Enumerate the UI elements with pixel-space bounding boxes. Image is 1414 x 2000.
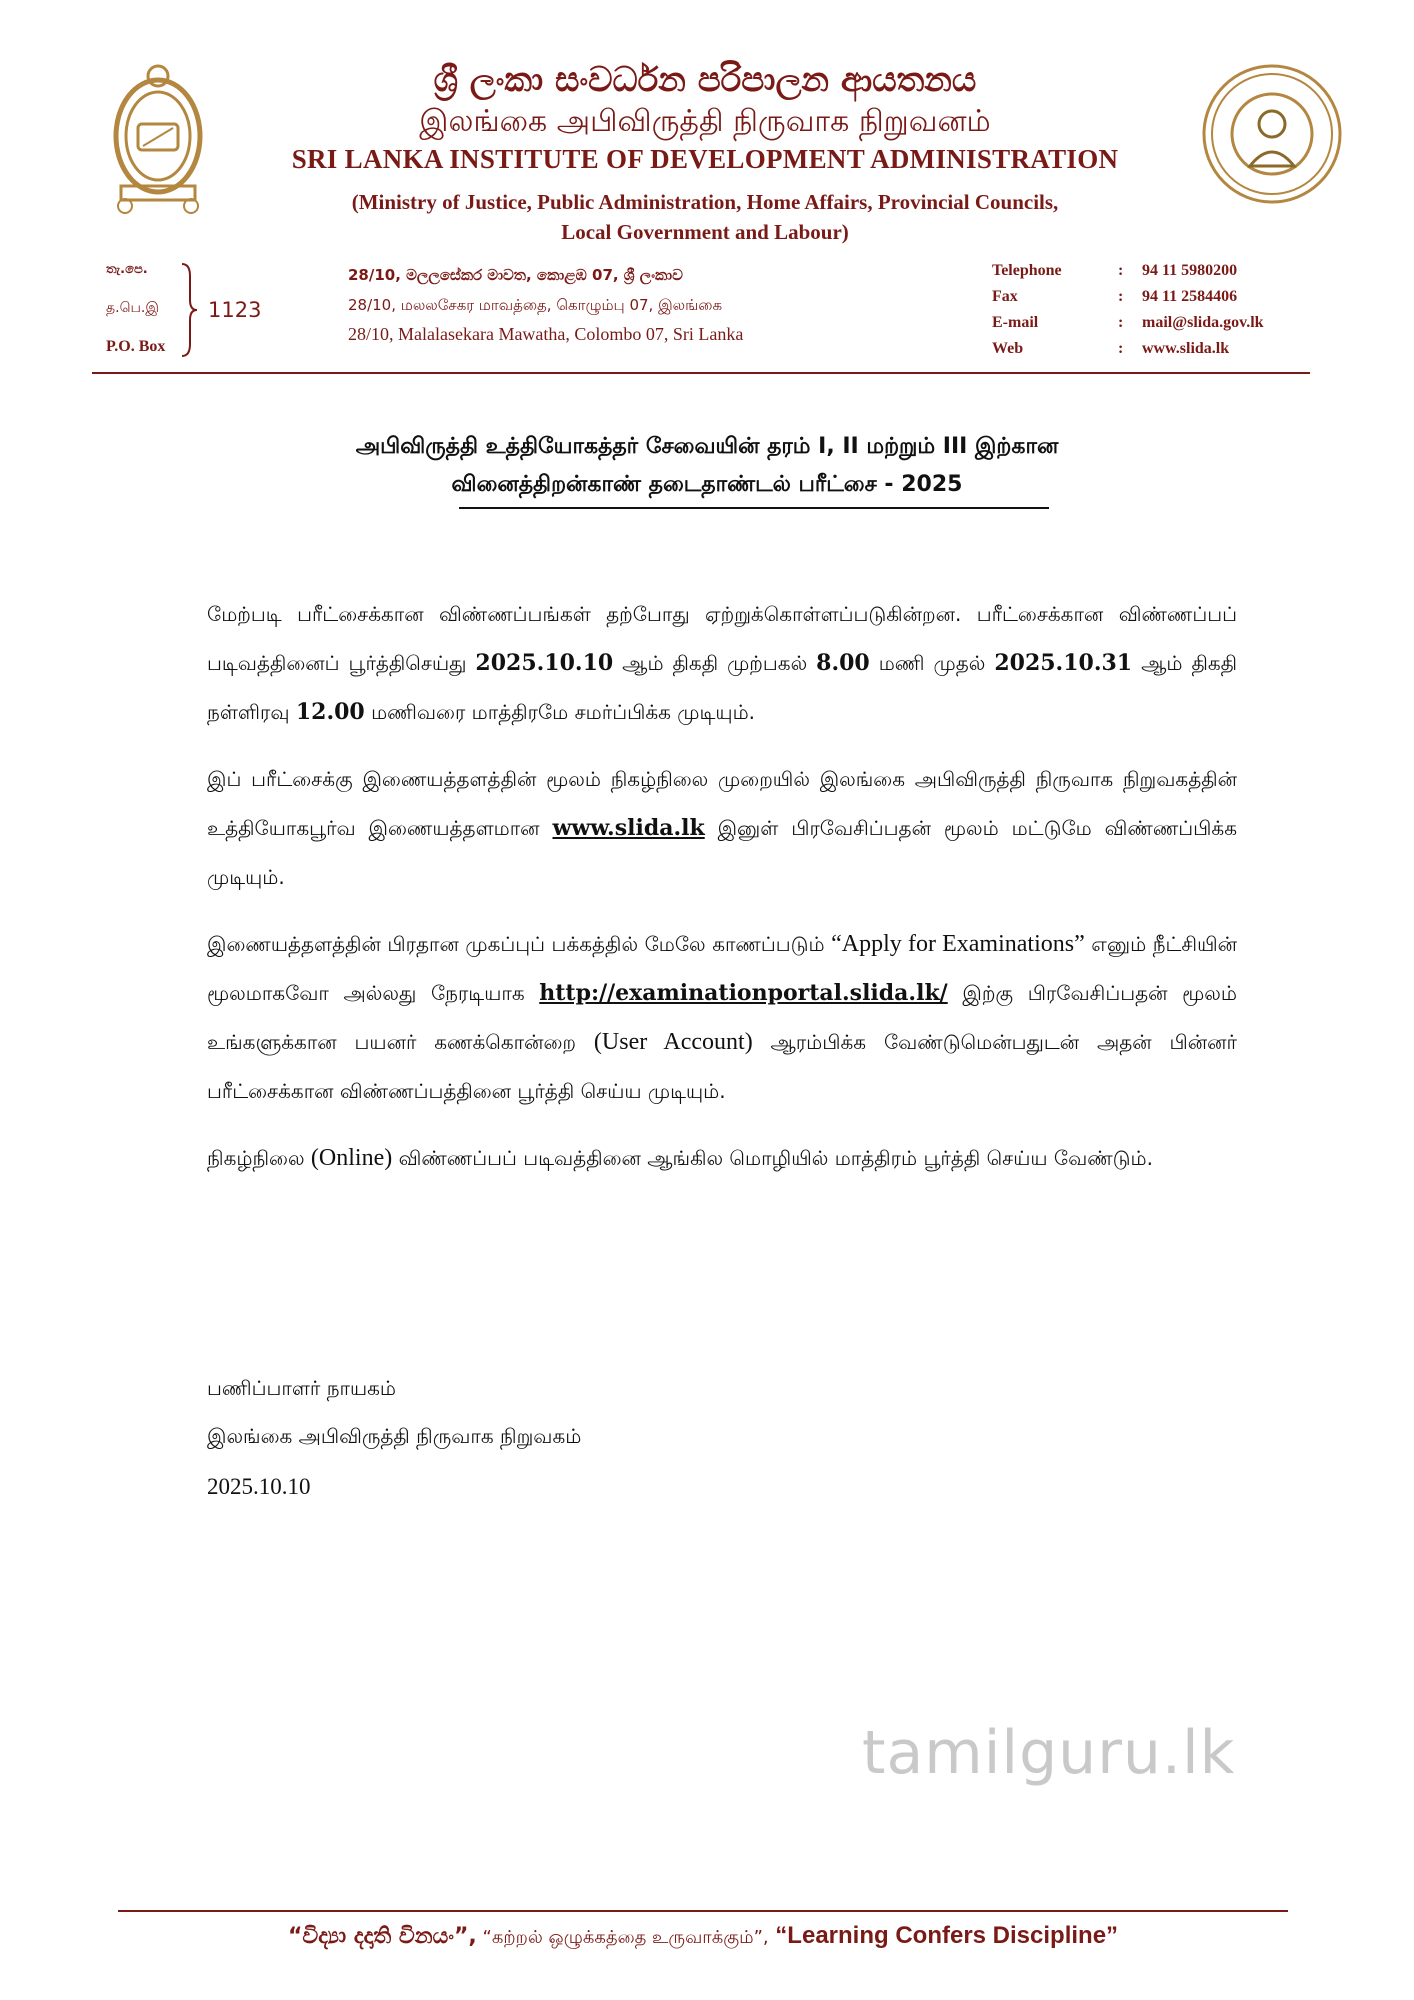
contact-email	[992, 314, 1292, 340]
contact-label: Fax	[992, 288, 1018, 305]
text: மேற்படி பரீட்சைக்கான விண்ணப்பங்கள் தற்போது ஏற்றுக்கொள்ளப்படுகின்றன. பரீட்சைக்கான விண்ணப்பப் படிவத்தினைப் பூர்த்திசெய்து	[207, 602, 1237, 675]
header-divider	[92, 372, 1310, 374]
institute-name-english: SRI LANKA INSTITUTE OF DEVELOPMENT ADMINISTRATION	[291, 144, 1119, 174]
end-time: 12.00	[295, 699, 365, 725]
footer-divider	[118, 1910, 1288, 1912]
contact-telephone	[992, 262, 1292, 288]
footer-motto	[118, 1922, 1288, 1950]
examination-portal-link[interactable]: http://examinationportal.slida.lk/	[539, 980, 948, 1006]
user-account-text: (User Account)	[593, 1029, 753, 1055]
contact-value: 94 11 2584406	[1142, 288, 1238, 305]
title-underline	[459, 507, 1049, 509]
apply-for-examinations-text: “Apply for Examinations”	[831, 931, 1085, 957]
ministry-line-2: Local Government and Labour)	[561, 220, 849, 244]
contact-colon: :	[1118, 340, 1124, 357]
brace-icon	[180, 262, 198, 358]
signatory-institute: இலங்கை அபிவிருத்தி நிருவாக நிறுவகம்	[207, 1424, 582, 1448]
address-sinhala: 28/10, මලලසේකර මාවත, කොළඹ 07, ශ්‍රී ලංකාව	[348, 266, 683, 284]
po-box-number: 1123	[208, 298, 262, 322]
contact-value[interactable]: mail@slida.gov.lk	[1142, 314, 1264, 331]
motto-english: “Learning Confers Discipline”	[768, 1922, 1119, 1949]
po-box-label-english: P.O. Box	[106, 338, 166, 355]
text: இனுள் பிரவேசிப்பதன் மூலம் மட்டுமே விண்ணப்பிக்க முடியும்.	[207, 816, 1237, 889]
contact-value[interactable]: www.slida.lk	[1142, 340, 1230, 357]
signature-date: 2025.10.10	[207, 1474, 311, 1499]
text: ஆம் திகதி முற்பகல்	[613, 651, 817, 675]
text: இணையத்தளத்தின் பிரதான முகப்புப் பக்கத்தில் மேலே காணப்படும்	[207, 932, 832, 956]
institute-name-sinhala: ශ්‍රී ලංකා සංවර්ධන පරිපාලන ආයතනය	[433, 60, 977, 100]
sri-lanka-emblem-icon	[103, 58, 213, 218]
online-text: (Online)	[310, 1145, 393, 1171]
text: இப் பரீட்சைக்கு இணையத்தளத்தின் மூலம் நிகழ்நிலை முறையில் இலங்கை அபிவிருத்தி நிருவாக நிறுவகத்தின் உத்தியோகபூர்வ இணையத்தளமான	[207, 767, 1237, 840]
motto-tamil: “கற்றல் ஒழுக்கத்தை உருவாக்கும்”,	[476, 1927, 769, 1948]
text: நிகழ்நிலை	[207, 1146, 311, 1170]
paragraph-4	[207, 1134, 1237, 1183]
text: ஆரம்பிக்க வேண்டுமென்பதுடன் அதன் பின்னர் பரீட்சைக்கான விண்ணப்பத்தினை பூர்த்தி செய்ய முடியும்.	[207, 1030, 1238, 1103]
contact-colon: :	[1118, 314, 1124, 331]
paragraph-1	[207, 590, 1237, 737]
start-date: 2025.10.10	[475, 650, 614, 676]
notice-title-line-2: வினைத்திறன்காண் தடைதாண்டல் பரீட்சை - 2025	[451, 472, 963, 497]
institute-name-tamil: இலங்கை அபிவிருத்தி நிருவாக நிறுவனம்	[419, 104, 991, 139]
end-date: 2025.10.31	[994, 650, 1133, 676]
notice-title-line-1: அபிவிருத்தி உத்தியோகத்தர் சேவையின் தரம் I, II மற்றும் III இற்கான	[355, 434, 1059, 459]
address-tamil: 28/10, மலலசேகர மாவத்தை, கொழும்பு 07, இலங்கை	[348, 296, 723, 314]
po-box-label-tamil: த.பெ.இ	[106, 300, 159, 316]
text: மணி முதல்	[869, 651, 995, 675]
motto-sinhala: “විද්‍යා දදාති විනයං”,	[287, 1924, 477, 1949]
slida-seal-icon	[1200, 62, 1345, 207]
contact-label: E-mail	[992, 314, 1039, 331]
text: எனும் நீட்சியின் மூலமாகவோ அல்லது நேரடியாக	[207, 932, 1238, 1005]
paragraph-2	[207, 755, 1237, 902]
contact-value: 94 11 5980200	[1142, 262, 1238, 279]
contact-label: Telephone	[992, 262, 1062, 279]
text: ஆம் திகதி நள்ளிரவு	[207, 651, 1238, 724]
slida-website-link[interactable]: www.slida.lk	[552, 815, 705, 841]
ministry-line-1: (Ministry of Justice, Public Administration, Home Affairs, Provincial Councils,	[351, 190, 1059, 214]
paragraph-3	[207, 920, 1237, 1116]
text: மணிவரை மாத்திரமே சமர்ப்பிக்க முடியும்.	[364, 700, 756, 724]
contact-colon: :	[1118, 288, 1124, 305]
text: இற்கு பிரவேசிப்பதன் மூலம் உங்களுக்கான பயனர் கணக்கொன்றை	[207, 981, 1237, 1054]
watermark: tamilguru.lk	[862, 1718, 1236, 1788]
address-english: 28/10, Malalasekara Mawatha, Colombo 07, Sri Lanka	[348, 324, 744, 344]
contact-web	[992, 340, 1292, 366]
po-box-label-sinhala: තැ.පෙ.	[106, 262, 148, 277]
notice-body	[207, 590, 1237, 1201]
contact-label: Web	[992, 340, 1024, 357]
contact-block	[992, 262, 1292, 366]
text: விண்ணப்பப் படிவத்தினை ஆங்கில மொழியில் மாத்திரம் பூர்த்தி செய்ய வேண்டும்.	[392, 1146, 1153, 1170]
start-time: 8.00	[816, 650, 870, 676]
contact-colon: :	[1118, 262, 1124, 279]
signatory-title: பணிப்பாளர் நாயகம்	[207, 1376, 397, 1400]
contact-fax	[992, 288, 1292, 314]
